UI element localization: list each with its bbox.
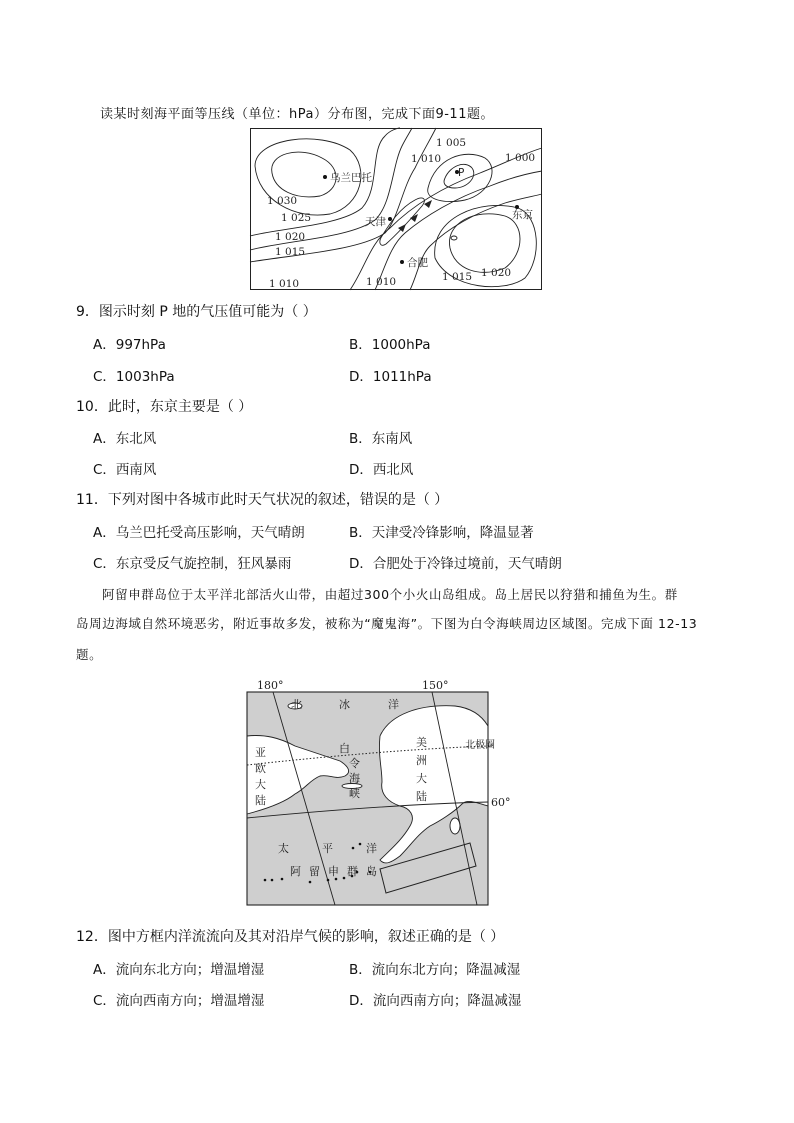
isobar-1010-c: 1 010 [411, 153, 442, 165]
pacific-2: 平 [322, 842, 333, 855]
eurasia-1: 亚 [255, 746, 266, 759]
q12-option-d[interactable]: D．流向西南方向；降温减湿 [349, 993, 522, 1009]
america-1: 美 [416, 736, 427, 749]
isobar-1010-a: 1 010 [269, 278, 300, 290]
aleutian-2: 留 [309, 865, 320, 878]
america-4: 陆 [416, 790, 427, 803]
intro-text-2-line3: 题。 [76, 647, 103, 662]
america-2: 洲 [416, 754, 427, 767]
question-11-stem: 11．下列对图中各城市此时天气状况的叙述，错误的是（ ） [76, 492, 449, 508]
aleutian-1: 阿 [290, 865, 301, 878]
q9-option-d[interactable]: D．1011hPa [349, 369, 432, 385]
q11-option-d[interactable]: D．合肥处于冷锋过境前，天气晴朗 [349, 556, 562, 572]
isobar-1030: 1 030 [267, 195, 298, 207]
label-150: 150° [422, 679, 449, 692]
q10-option-a[interactable]: A．东北风 [93, 431, 157, 447]
aleutian-4: 群 [347, 865, 358, 878]
bering-1: 白 [339, 742, 350, 755]
pacific-3: 洋 [366, 842, 377, 855]
label-arctic-circle: 北极圈 [465, 740, 495, 751]
q11-option-c[interactable]: C．东京受反气旋控制，狂风暴雨 [93, 556, 292, 572]
isobar-1025: 1 025 [281, 212, 312, 224]
question-9-stem: 9．图示时刻 P 地的气压值可能为（ ） [76, 304, 317, 320]
q9-option-b[interactable]: B．1000hPa [349, 337, 431, 353]
q9-option-a[interactable]: A．997hPa [93, 337, 166, 353]
q10-option-d[interactable]: D．西北风 [349, 462, 414, 478]
isobar-1010-b: 1 010 [366, 276, 397, 288]
label-hefei: 合肥 [407, 257, 428, 269]
isobar-1000: 1 000 [505, 152, 536, 164]
isobar-1015: 1 015 [275, 246, 306, 258]
q11-option-b[interactable]: B．天津受冷锋影响，降温显著 [349, 525, 534, 541]
bering-map [240, 676, 511, 908]
question-12-stem: 12．图中方框内洋流流向及其对沿岸气候的影响，叙述正确的是（ ） [76, 929, 505, 945]
arctic-ocean-2: 冰 [339, 698, 350, 711]
q12-option-b[interactable]: B．流向东北方向；降温减湿 [349, 962, 521, 978]
q11-option-a[interactable]: A．乌兰巴托受高压影响，天气晴朗 [93, 525, 305, 541]
isobar-1015-b: 1 015 [442, 271, 473, 283]
q12-option-a[interactable]: A．流向东北方向；增温增湿 [93, 962, 265, 978]
hefei-dot [400, 260, 404, 264]
ulanbator-dot [323, 175, 327, 179]
aleutian-3: 申 [328, 865, 339, 878]
isobar-map [250, 128, 542, 290]
intro-text-1: 读某时刻海平面等压线（单位：hPa）分布图，完成下面9-11题。 [100, 107, 494, 122]
bering-3: 海 [349, 772, 360, 785]
isobar-1005: 1 005 [436, 137, 467, 149]
bering-2: 令 [349, 757, 360, 770]
q10-option-b[interactable]: B．东南风 [349, 431, 413, 447]
q9-option-c[interactable]: C．1003hPa [93, 369, 175, 385]
america-3: 大 [416, 772, 427, 785]
isobar-1020-b: 1 020 [481, 267, 512, 279]
pacific-1: 太 [278, 842, 289, 855]
label-p: P [458, 167, 465, 179]
q12-option-c[interactable]: C．流向西南方向；增温增湿 [93, 993, 265, 1009]
intro-text-2-line1: 阿留申群岛位于太平洋北部活火山带，由超过300个小火山岛组成。岛上居民以狩猎和捕鱼为生。群 [102, 587, 678, 602]
label-60: 60° [491, 796, 511, 809]
label-180: 180° [257, 679, 284, 692]
intro-text-2-line2: 岛周边海域自然环境恶劣，附近事故多发，被称为“魔鬼海”。下图为白令海峡周边区域图。完成下面 12-13 [76, 616, 698, 631]
eurasia-4: 陆 [255, 794, 266, 807]
label-tianjin: 天津 [365, 216, 386, 228]
aleutian-5: 岛 [366, 865, 377, 878]
question-10-stem: 10．此时，东京主要是（ ） [76, 399, 253, 415]
isobar-1020: 1 020 [275, 231, 306, 243]
label-ulanbator: 乌兰巴托 [330, 172, 372, 184]
tianjin-dot [388, 217, 392, 221]
label-tokyo: 东京 [512, 209, 533, 221]
arctic-ocean-3: 洋 [388, 698, 399, 711]
eurasia-3: 大 [255, 778, 266, 791]
q10-option-c[interactable]: C．西南风 [93, 462, 157, 478]
bering-4: 峡 [349, 787, 360, 800]
arctic-ocean-1: 北 [291, 698, 302, 711]
eurasia-2: 欧 [255, 762, 266, 775]
